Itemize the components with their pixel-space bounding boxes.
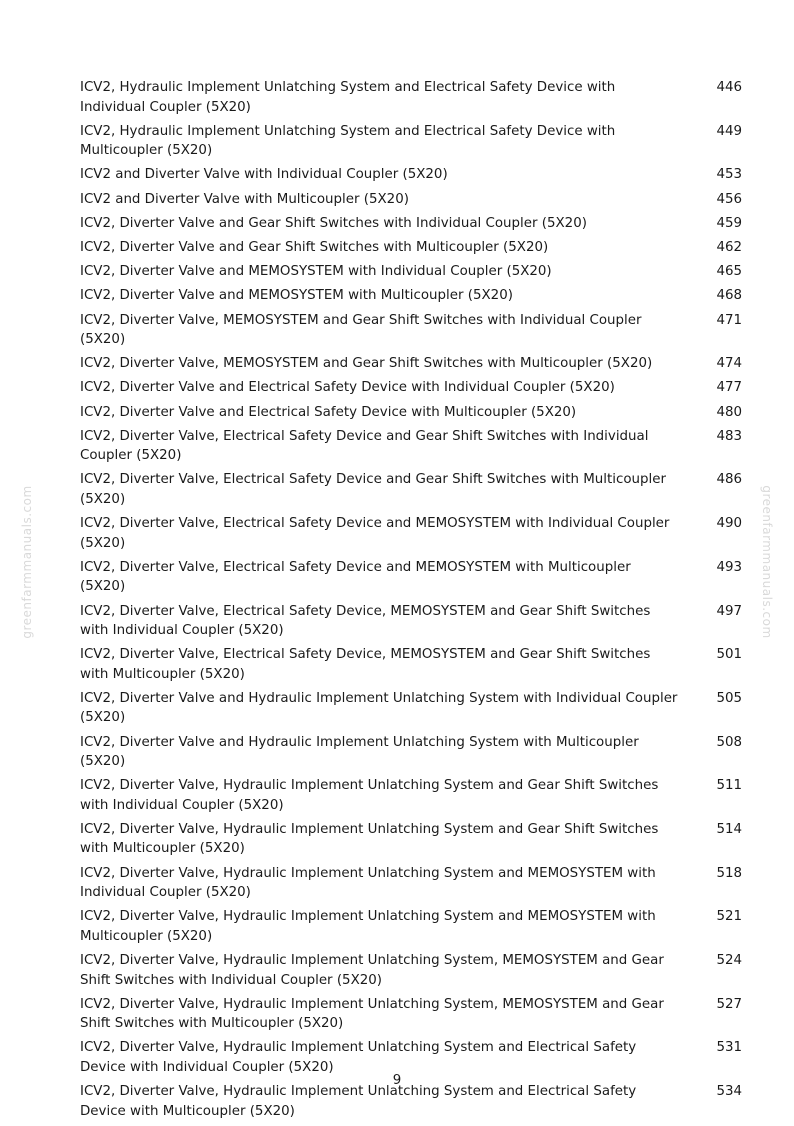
toc-entry-title: ICV2, Diverter Valve, Electrical Safety Device and Gear Shift Switches with Multicoupler (5X20) <box>80 472 666 507</box>
toc-entry[interactable] <box>80 214 744 234</box>
toc-entry-title: ICV2, Diverter Valve and Electrical Safety Device with Individual Coupler (5X20) <box>80 380 615 396</box>
toc-entry-title: ICV2, Diverter Valve and Hydraulic Implement Unlatching System with Multicoupler (5X20) <box>80 734 639 770</box>
toc-entry-page: 468 <box>716 288 742 304</box>
toc-entry[interactable] <box>80 311 744 350</box>
toc-entry-page: 514 <box>716 821 742 837</box>
toc-entry-page: 521 <box>716 909 742 925</box>
toc-entry-title: ICV2, Diverter Valve, Hydraulic Implement Unlatching System, MEMOSYSTEM and Gear Shift Switches with Individual Coupler (5X20) <box>80 953 664 988</box>
toc-entry-page: 508 <box>716 734 742 750</box>
toc-entry[interactable] <box>80 190 744 210</box>
toc-entry-title: ICV2, Diverter Valve, Electrical Safety Device and MEMOSYSTEM with Multicoupler (5X20) <box>80 559 631 595</box>
toc-entry[interactable] <box>80 645 744 684</box>
toc-entry[interactable] <box>80 951 744 990</box>
toc-entry[interactable] <box>80 558 744 597</box>
toc-entry-title: ICV2, Diverter Valve and Gear Shift Switches with Multicoupler (5X20) <box>80 239 549 255</box>
toc-entry[interactable] <box>80 776 744 815</box>
toc-entry-page: 511 <box>716 778 742 794</box>
toc-entry-page: 477 <box>716 380 742 396</box>
toc-entry[interactable] <box>80 1038 744 1077</box>
toc-entry-title: ICV2, Diverter Valve, Electrical Safety Device and MEMOSYSTEM with Individual Coupler (5X20) <box>80 516 670 551</box>
toc-entry-page: 531 <box>716 1040 742 1056</box>
toc-entry-page: 534 <box>716 1084 742 1100</box>
toc-entry[interactable] <box>80 262 744 282</box>
toc-entry-page: 459 <box>716 215 742 231</box>
watermark-left: greenfarmmanuals.com <box>20 485 34 639</box>
toc-entry[interactable] <box>80 354 744 374</box>
toc-entry-title: ICV2, Diverter Valve and Gear Shift Switches with Individual Coupler (5X20) <box>80 215 587 231</box>
toc-entry-page: 527 <box>716 996 742 1012</box>
toc-entry[interactable] <box>80 820 744 859</box>
toc-entry-page: 483 <box>716 428 742 444</box>
toc-entry[interactable] <box>80 602 744 641</box>
toc-entry-page: 465 <box>716 264 742 280</box>
toc-entry-page: 456 <box>716 191 742 207</box>
toc-entry-page: 471 <box>716 312 742 328</box>
toc-entry-title: ICV2, Hydraulic Implement Unlatching System and Electrical Safety Device with Multicoupler (5X20) <box>80 123 616 159</box>
toc-entry-title: ICV2, Diverter Valve, Electrical Safety Device, MEMOSYSTEM and Gear Shift Switches with Multicoupler (5X20) <box>80 647 651 682</box>
toc-entry[interactable] <box>80 864 744 903</box>
toc-entry-page: 480 <box>716 404 742 420</box>
toc-entry[interactable] <box>80 689 744 728</box>
toc-entry-title: ICV2, Diverter Valve and Hydraulic Implement Unlatching System with Individual Coupler (5X20) <box>80 690 678 726</box>
toc-entry-title: ICV2, Diverter Valve, Hydraulic Implement Unlatching System and Electrical Safety Device with Individual Coupler (5X20) <box>80 1040 637 1075</box>
toc-entry-page: 497 <box>716 603 742 619</box>
toc-entry[interactable] <box>80 286 744 306</box>
toc-entry-title: ICV2, Diverter Valve, Hydraulic Implement Unlatching System, MEMOSYSTEM and Gear Shift Switches with Multicoupler (5X20) <box>80 996 664 1032</box>
toc-entry-title: ICV2, Diverter Valve, Electrical Safety Device and Gear Shift Switches with Individual Coupler (5X20) <box>80 428 649 464</box>
toc-entry[interactable] <box>80 514 744 553</box>
toc-entry-title: ICV2, Diverter Valve and MEMOSYSTEM with Individual Coupler (5X20) <box>80 264 552 280</box>
toc-entry-title: ICV2, Diverter Valve, Hydraulic Implement Unlatching System and MEMOSYSTEM with Multicoupler (5X20) <box>80 909 656 944</box>
toc-entry-page: 518 <box>716 865 742 881</box>
toc-entry-page: 490 <box>716 516 742 532</box>
toc-entry[interactable] <box>80 907 744 946</box>
toc-entry[interactable] <box>80 78 744 117</box>
toc-entry-title: ICV2 and Diverter Valve with Individual Coupler (5X20) <box>80 167 448 183</box>
toc-entry-title: ICV2, Hydraulic Implement Unlatching System and Electrical Safety Device with Individual Coupler (5X20) <box>80 80 616 115</box>
toc-entry[interactable] <box>80 470 744 509</box>
toc-entry-page: 524 <box>716 953 742 968</box>
toc-entry[interactable] <box>80 995 744 1034</box>
toc-entry-page: 501 <box>716 647 742 663</box>
toc-entry-title: ICV2, Diverter Valve, Electrical Safety Device, MEMOSYSTEM and Gear Shift Switches with Individual Coupler (5X20) <box>80 603 651 638</box>
toc-entry-title: ICV2, Diverter Valve, MEMOSYSTEM and Gear Shift Switches with Multicoupler (5X20) <box>80 356 653 372</box>
toc-entry-title: ICV2, Diverter Valve and Electrical Safety Device with Multicoupler (5X20) <box>80 404 577 420</box>
toc-entry[interactable] <box>80 403 744 423</box>
toc-entry-title: ICV2, Diverter Valve, MEMOSYSTEM and Gear Shift Switches with Individual Coupler (5X20) <box>80 312 642 347</box>
toc-entry-title: ICV2, Diverter Valve, Hydraulic Implement Unlatching System and MEMOSYSTEM with Individual Coupler (5X20) <box>80 865 656 901</box>
toc-entry-page: 449 <box>716 123 742 139</box>
toc-entry-title: ICV2, Diverter Valve, Hydraulic Implement Unlatching System and Gear Shift Switches with Multicoupler (5X20) <box>80 821 659 857</box>
toc-entry-page: 493 <box>716 559 742 575</box>
toc-entry[interactable] <box>80 733 744 772</box>
toc-entry[interactable] <box>80 427 744 466</box>
page-number: 9 <box>392 1073 402 1088</box>
toc-entry-title: ICV2, Diverter Valve, Hydraulic Implement Unlatching System and Electrical Safety Device with Multicoupler (5X20) <box>80 1084 637 1119</box>
toc-entry-title: ICV2 and Diverter Valve with Multicoupler (5X20) <box>80 191 409 207</box>
toc-entry-page: 505 <box>716 690 742 706</box>
toc-entry[interactable] <box>80 165 744 185</box>
toc-entry-title: ICV2, Diverter Valve, Hydraulic Implement Unlatching System and Gear Shift Switches with Individual Coupler (5X20) <box>80 778 659 813</box>
toc-entry-page: 462 <box>716 239 742 255</box>
toc-entry-page: 453 <box>716 167 742 183</box>
watermark-right: greenfarmmanuals.com <box>760 485 774 639</box>
toc-entry-page: 486 <box>716 472 742 488</box>
toc-entry[interactable] <box>80 378 744 398</box>
toc-entry-page: 474 <box>716 356 742 372</box>
toc-entry-page: 446 <box>716 80 742 95</box>
toc-entry-title: ICV2, Diverter Valve and MEMOSYSTEM with Multicoupler (5X20) <box>80 288 513 304</box>
toc-entry[interactable] <box>80 238 744 258</box>
toc-entry[interactable] <box>80 122 744 161</box>
table-of-contents <box>80 78 744 1126</box>
